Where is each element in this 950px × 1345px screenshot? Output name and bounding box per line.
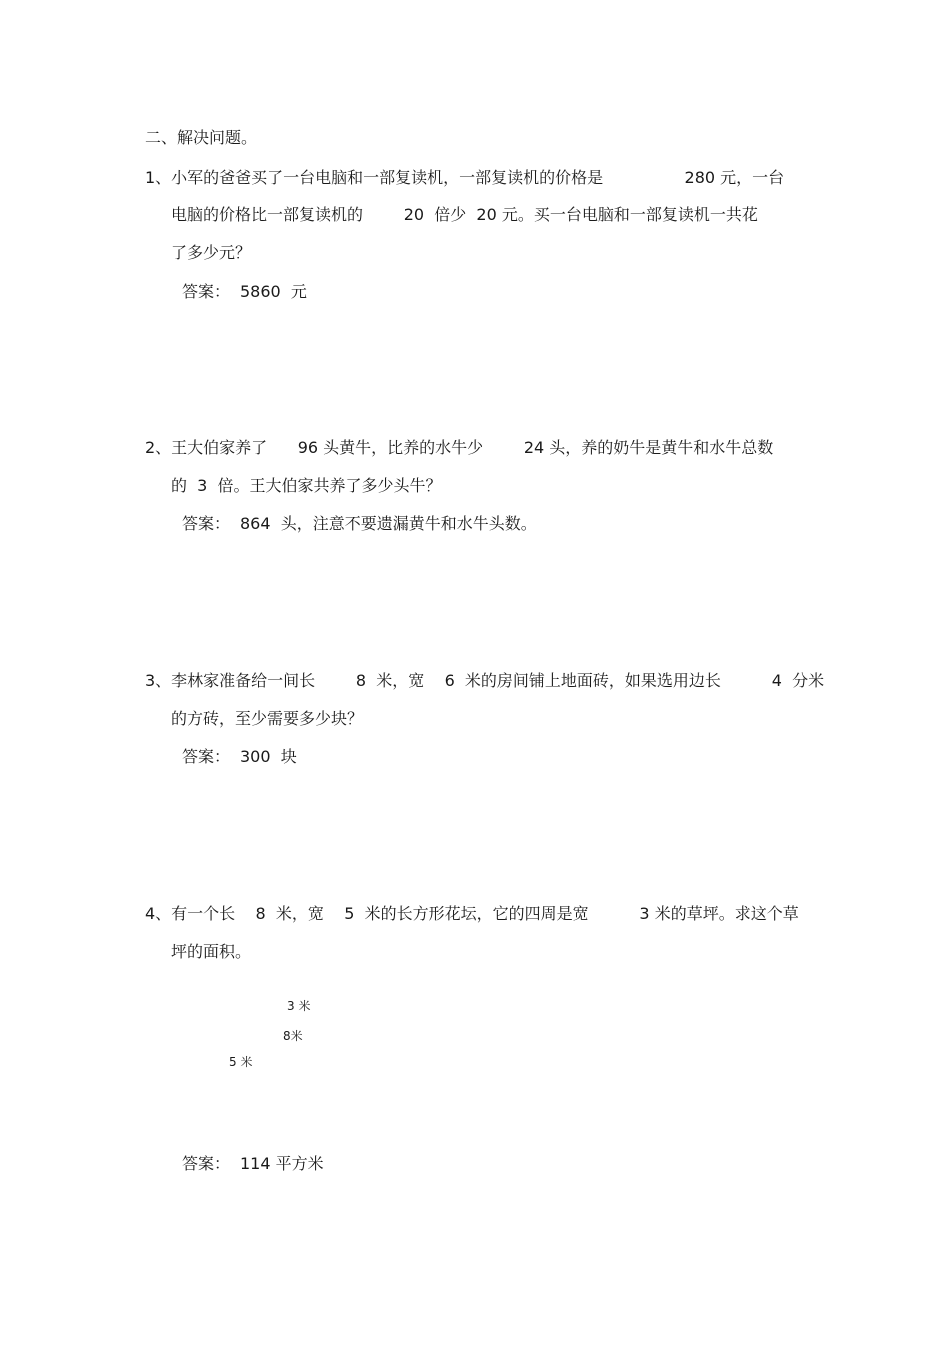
problem-3-line-2: 的方砖，至少需要多少块？ (171, 709, 364, 728)
problem-4-answer-value: 114 平方米 (240, 1154, 324, 1173)
figure-label-width: 5 米 (229, 1055, 253, 1069)
problem-3-answer-value: 300 块 (240, 747, 297, 766)
problem-4-line-2: 坪的面积。 (171, 942, 252, 961)
problem-3-line-1: 3、李林家准备给一间长 8 米，宽 6 米的房间铺上地面砖，如果选用边长 4 分米 (145, 671, 825, 690)
problem-1-line-3: 了多少元？ (171, 243, 252, 262)
problem-1-answer-label: 答案： (182, 282, 231, 301)
problem-2-answer-label: 答案： (182, 514, 231, 533)
problem-3-answer-label: 答案： (182, 747, 231, 766)
figure-label-length: 8米 (283, 1029, 303, 1043)
section-title: 二、解决问题。 (145, 128, 258, 147)
problem-2-answer-value: 864 头，注意不要遗漏黄牛和水牛头数。 (240, 514, 537, 533)
problem-4-answer-label: 答案： (182, 1154, 231, 1173)
problem-1-answer-value: 5860 元 (240, 282, 307, 301)
problem-1-line-2: 电脑的价格比一部复读机的 20 倍少 20 元。买一台电脑和一部复读机一共花 (171, 205, 758, 224)
problem-4-line-1: 4、有一个长 8 米，宽 5 米的长方形花坛，它的四周是宽 3 米的草坪。求这个草 (145, 904, 799, 923)
figure-label-lawn-width: 3 米 (287, 999, 311, 1013)
problem-2-line-1: 2、王大伯家养了 96 头黄牛，比养的水牛少 24 头，养的奶牛是黄牛和水牛总数 (145, 438, 774, 457)
problem-2-line-2: 的 3 倍。王大伯家共养了多少头牛？ (171, 476, 442, 495)
problem-1-line-1: 1、小军的爸爸买了一台电脑和一部复读机，一部复读机的价格是 280 元，一台 (145, 168, 785, 187)
